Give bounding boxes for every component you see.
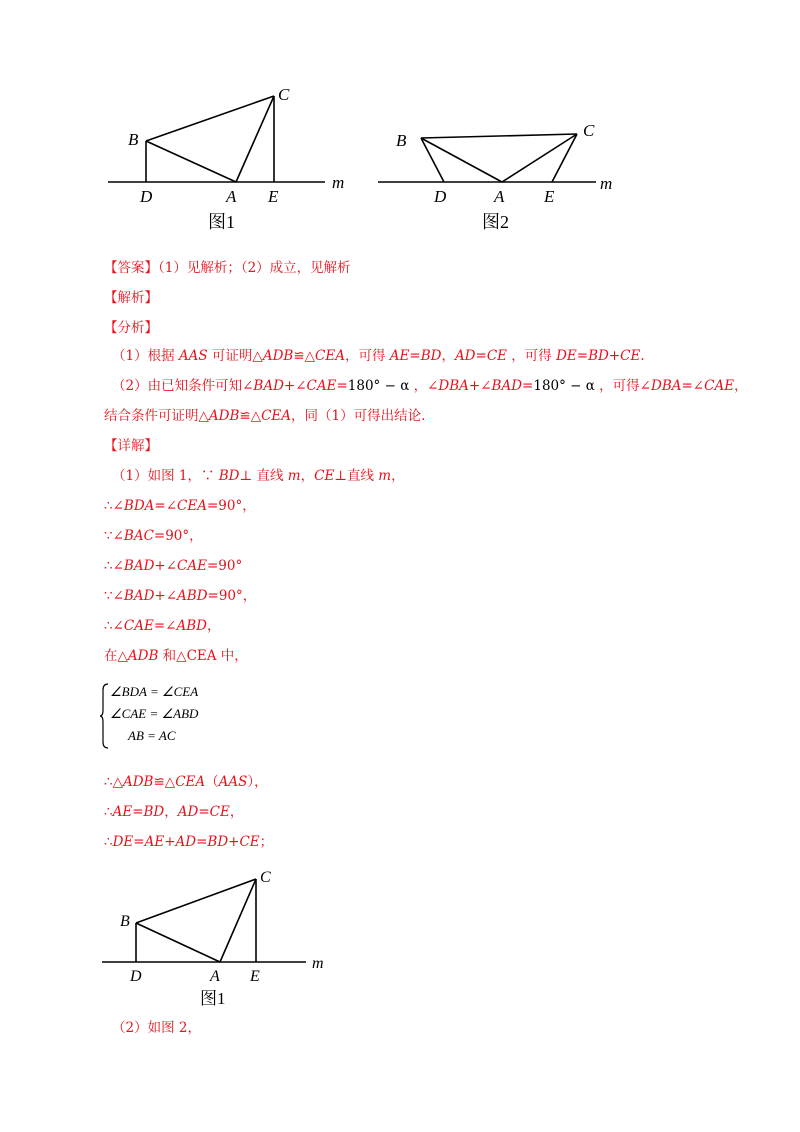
figure-2-drawing bbox=[374, 110, 634, 240]
figure-1 bbox=[100, 78, 360, 238]
detail-tag: 【详解】 bbox=[104, 438, 158, 454]
label-m: m bbox=[312, 955, 324, 972]
detail-line-9: ∴AE=BD，AD=CE， bbox=[104, 804, 244, 820]
detail-line-8: ∴△ADB≌△CEA（AAS）， bbox=[104, 774, 268, 790]
system-row-3: AB = AC bbox=[128, 728, 176, 743]
figure-1-repeat bbox=[98, 864, 338, 1014]
detail-line-1: （1）如图 1，∵ BD⊥ 直线 m，CE⊥直线 m， bbox=[112, 468, 405, 484]
label-D: D bbox=[140, 187, 153, 206]
label-E: E bbox=[544, 187, 555, 206]
figure-caption: 图1 bbox=[208, 212, 235, 232]
fenxi-line-3: 结合条件可证明△ADB≌△CEA，同（1）可得出结论. bbox=[104, 408, 426, 424]
system-row-1: ∠BDA = ∠CEA bbox=[110, 684, 199, 699]
label-A: A bbox=[494, 187, 505, 206]
system-row-2: ∠CAE = ∠ABD bbox=[110, 706, 199, 721]
label-C: C bbox=[583, 121, 595, 140]
analysis-tag: 【解析】 bbox=[104, 290, 158, 306]
detail-line-7: 在△ADB 和△CEA 中， bbox=[104, 648, 248, 664]
label-D: D bbox=[434, 187, 447, 206]
figure-1-drawing bbox=[100, 78, 360, 238]
detail-line-10: ∴DE=AE+AD=BD+CE； bbox=[104, 834, 274, 850]
answer-line bbox=[104, 258, 351, 278]
figure-caption: 图1 bbox=[200, 989, 226, 1008]
label-C: C bbox=[278, 85, 290, 104]
label-E: E bbox=[268, 187, 279, 206]
label-A: A bbox=[226, 187, 237, 206]
figure-2 bbox=[374, 110, 634, 240]
answer-tag: 【答案】 bbox=[104, 260, 158, 276]
label-D: D bbox=[130, 968, 142, 985]
detail-line-3: ∵∠BAC=90°， bbox=[104, 528, 203, 544]
fenxi-line-1: （1）根据 AAS 可证明△ADB≌△CEA，可得 AE=BD，AD=CE ，可得 DE=BD+CE. bbox=[112, 348, 645, 364]
label-E: E bbox=[250, 968, 260, 985]
part2-line: （2）如图 2， bbox=[112, 1020, 201, 1036]
fenxi-line-2: （2）由已知条件可知∠BAD+∠CAE=180° − α ，∠DBA+∠BAD=180° − α ，可得∠DBA=∠CAE， bbox=[112, 378, 748, 394]
fenxi-tag: 【分析】 bbox=[104, 320, 158, 336]
figure-caption: 图2 bbox=[482, 212, 509, 232]
left-brace-icon bbox=[100, 682, 110, 750]
label-m: m bbox=[332, 173, 345, 192]
equation-system bbox=[100, 682, 240, 750]
label-A: A bbox=[210, 968, 220, 985]
detail-line-4: ∴∠BAD+∠CAE=90° bbox=[104, 558, 243, 574]
label-C: C bbox=[260, 869, 271, 886]
detail-line-5: ∵∠BAD+∠ABD=90°， bbox=[104, 588, 257, 604]
label-m: m bbox=[600, 174, 613, 193]
answer-text: （1）见解析；（2）成立，见解析 bbox=[158, 260, 351, 276]
label-B: B bbox=[120, 913, 130, 930]
detail-line-6: ∴∠CAE=∠ABD， bbox=[104, 618, 221, 634]
figure-1-repeat-drawing bbox=[98, 864, 338, 1014]
label-B: B bbox=[396, 131, 407, 150]
detail-line-2: ∴∠BDA=∠CEA=90°， bbox=[104, 498, 256, 514]
label-B: B bbox=[128, 130, 139, 149]
